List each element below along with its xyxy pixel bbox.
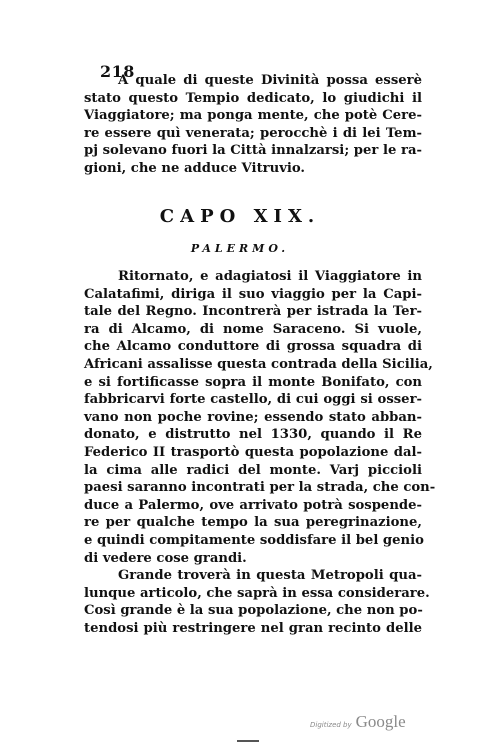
text-line: re essere quì venerata; perocchè i di lei Tem- xyxy=(84,125,422,141)
text-line: donato, e distrutto nel 1330, quando il Re xyxy=(84,427,422,443)
text-line: A quale di queste Divinità possa esserè xyxy=(118,73,422,88)
text-line: di vedere cose grandi. xyxy=(84,550,247,566)
text-line: Ritornato, e adagiatosi il Viaggiatore in xyxy=(118,269,422,284)
text-line: pj solevano fuori la Città innalzarsi; per le ra- xyxy=(84,143,422,159)
text-line: vano non poche rovine; essendo stato abban- xyxy=(84,409,422,425)
text-line: tale del Regno. Incontrerà per istrada la Ter- xyxy=(84,304,422,320)
text-line: tendosi più restringere nel gran recinto delle xyxy=(84,620,422,636)
page-number: 218 xyxy=(100,62,135,81)
text-line: Grande troverà in questa Metropoli qua- xyxy=(118,568,422,584)
text-line: che Alcamo conduttore di grossa squadra di xyxy=(84,339,422,355)
text-line: Africani assalisse questa contrada della Sicilia, xyxy=(84,356,433,372)
text-line: lunque articolo, che saprà in essa considerare. xyxy=(84,585,430,601)
text-line: paesi saranno incontrati per la strada, che con- xyxy=(84,480,436,496)
text-line: Così grande è la sua popolazione, che non po- xyxy=(84,603,423,619)
text-line: ra di Alcamo, di nome Saraceno. Si vuole, xyxy=(84,321,422,337)
page-bottom-mark xyxy=(237,740,259,742)
text-line: stato questo Tempio dedicato, lo giudichi il xyxy=(84,90,422,106)
watermark-logo: Google xyxy=(355,712,406,731)
section-heading: PALERMO. xyxy=(190,242,290,255)
text-line: e quindi compitamente soddisfare il bel genio xyxy=(84,532,424,548)
text-line: la cima alle radici del monte. Varj piccioli xyxy=(84,462,422,478)
text-line: duce a Palermo, ove arrivato potrà sospende- xyxy=(84,497,422,513)
intro-paragraph xyxy=(84,72,422,178)
text-line: Calatafimi, diriga il suo viaggio per la Capi- xyxy=(84,286,422,302)
text-line: Federico II trasportò questa popolazione dal- xyxy=(84,444,422,460)
watermark-prefix: Digitized by xyxy=(310,721,352,729)
chapter-heading: CAPO XIX. xyxy=(159,206,321,227)
digitized-watermark xyxy=(310,712,406,732)
text-line: re per qualche tempo la sua peregrinazione, xyxy=(84,515,422,531)
text-line: e si fortificasse sopra il monte Bonifato, con xyxy=(84,374,422,390)
body-paragraphs xyxy=(84,268,436,637)
text-line: Viaggiatore; ma ponga mente, che potè Cere- xyxy=(84,108,422,124)
text-line: gioni, che ne adduce Vitruvio. xyxy=(84,160,306,176)
text-line: fabbricarvi forte castello, di cui oggi si osser- xyxy=(84,392,422,408)
